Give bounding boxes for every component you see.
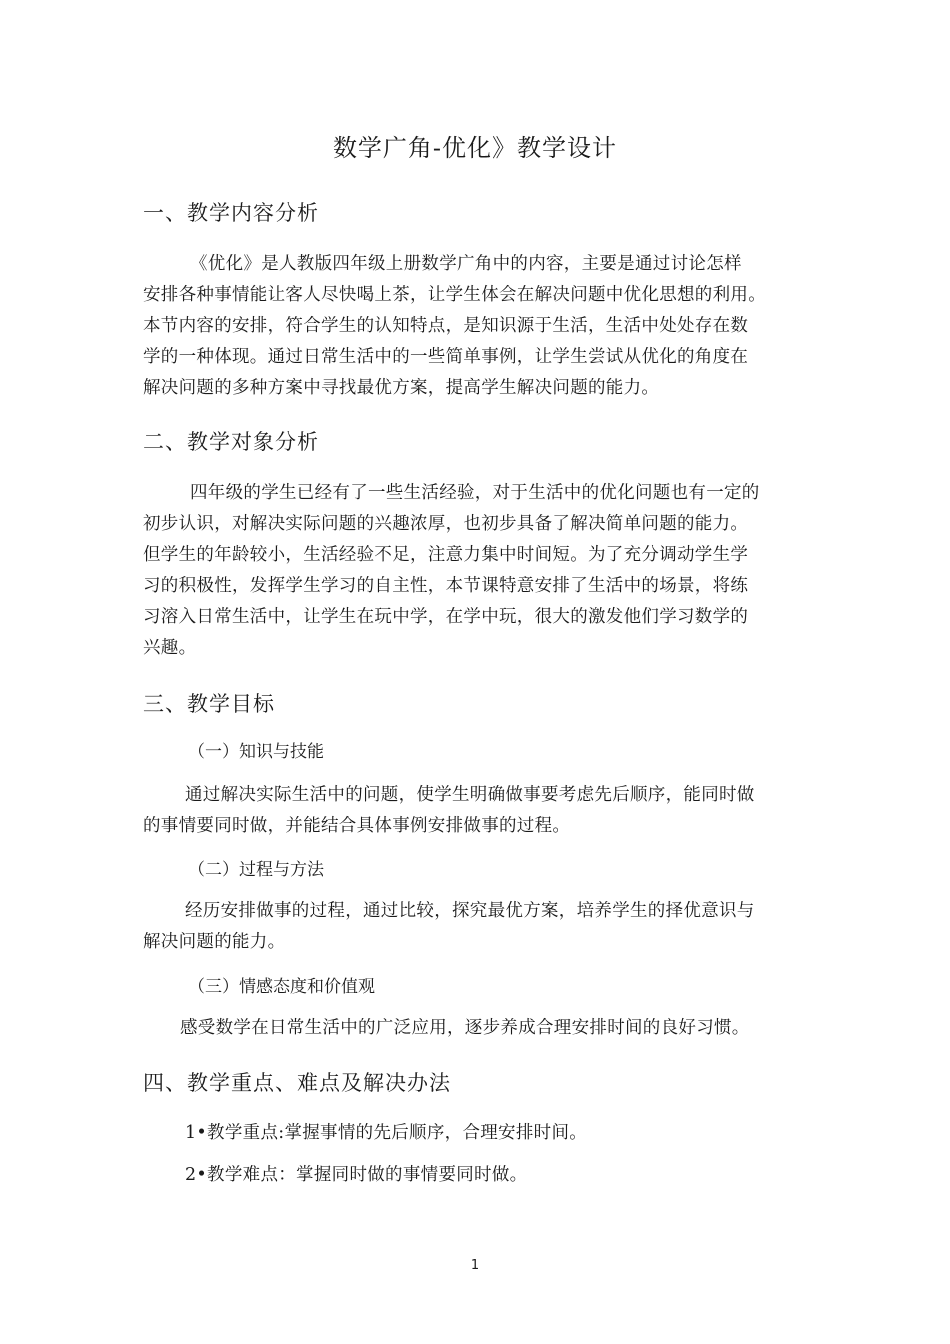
paragraph-line: 学的一种体现。通过日常生活中的一些简单事例，让学生尝试从优化的角度在 — [143, 347, 749, 367]
paragraph-line: 解决问题的多种方案中寻找最优方案，提高学生解决问题的能力。 — [143, 378, 660, 398]
paragraph-line: 的事情要同时做，并能结合具体事例安排做事的过程。 — [143, 816, 571, 836]
paragraph-line: 四年级的学生已经有了一些生活经验，对于生活中的优化问题也有一定的 — [190, 483, 760, 503]
paragraph-line: 感受数学在日常生活中的广泛应用，逐步养成合理安排时间的良好习惯。 — [180, 1018, 750, 1038]
section-heading-teaching-goals: 三、教学目标 — [143, 692, 275, 716]
goal-label-process-method: （二）过程与方法 — [188, 860, 324, 880]
paragraph-line: 初步认识，对解决实际问题的兴趣浓厚，也初步具备了解决简单问题的能力。 — [143, 514, 749, 534]
paragraph-line: 安排各种事情能让客人尽快喝上茶，让学生体会在解决问题中优化思想的利用。 — [143, 285, 766, 305]
document-title: 数学广角-优化》教学设计 — [332, 134, 618, 162]
paragraph-line: 兴趣。 — [143, 638, 197, 658]
paragraph-line: 本节内容的安排，符合学生的认知特点，是知识源于生活，生活中处处存在数 — [143, 316, 749, 336]
goal-label-attitude-values: （三）情感态度和价值观 — [188, 977, 375, 997]
paragraph-line: 但学生的年龄较小，生活经验不足，注意力集中时间短。为了充分调动学生学 — [143, 545, 749, 565]
section-heading-content-analysis: 一、教学内容分析 — [143, 201, 319, 225]
paragraph-line: 通过解决实际生活中的问题，使学生明确做事要考虑先后顺序，能同时做 — [185, 785, 755, 805]
section-heading-key-difficult-points: 四、教学重点、难点及解决办法 — [143, 1071, 451, 1095]
paragraph-line: 习溶入日常生活中，让学生在玩中学，在学中玩，很大的激发他们学习数学的 — [143, 607, 749, 627]
paragraph-line: 《优化》是人教版四年级上册数学广角中的内容，主要是通过讨论怎样 — [190, 254, 742, 274]
page-number: 1 — [470, 1258, 480, 1273]
paragraph-line: 习的积极性，发挥学生学习的自主性，本节课特意安排了生活中的场景，将练 — [143, 576, 749, 596]
paragraph-line: 解决问题的能力。 — [143, 932, 286, 952]
goal-label-knowledge-skills: （一）知识与技能 — [188, 742, 324, 762]
difficult-point-item: 2•教学难点：掌握同时做的事情要同时做。 — [185, 1165, 528, 1185]
key-point-item: 1•教学重点:掌握事情的先后顺序，合理安排时间。 — [185, 1123, 588, 1143]
paragraph-line: 经历安排做事的过程，通过比较，探究最优方案，培养学生的择优意识与 — [185, 901, 755, 921]
section-heading-student-analysis: 二、教学对象分析 — [143, 430, 319, 454]
